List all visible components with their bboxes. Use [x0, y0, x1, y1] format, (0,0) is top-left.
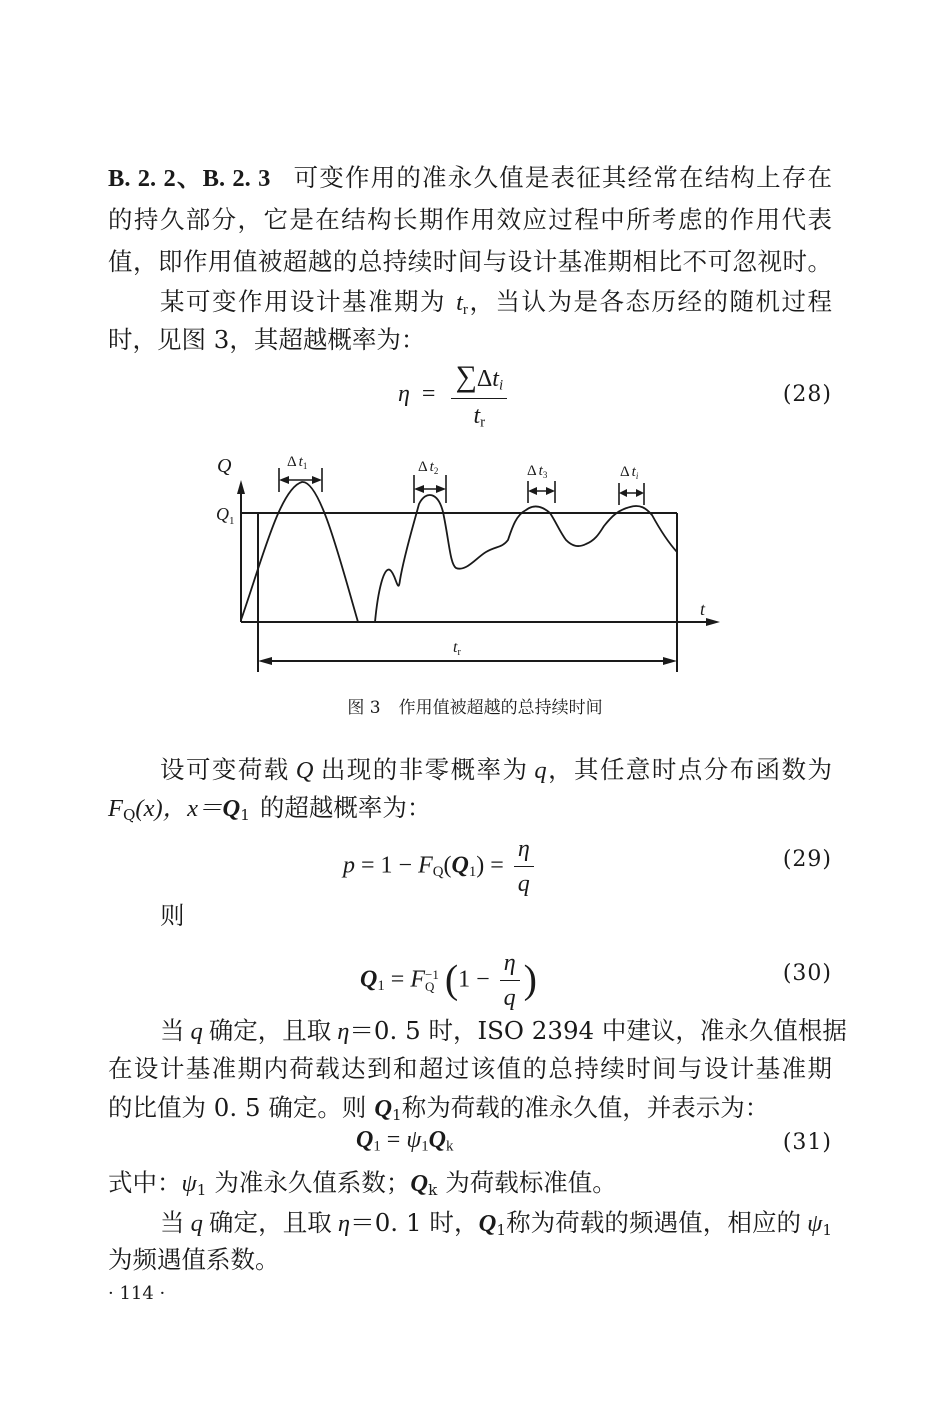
equation-31: $Q_1 = \psi_1Q_k$ [356, 1127, 454, 1155]
load-process-curve [241, 482, 677, 622]
paragraph-line: $F_Q(x)$，$x=Q_1$ 的超越概率为： [108, 793, 432, 824]
interval-label: Δ $t_2$ [418, 459, 439, 476]
interval-label: Δ $t_3$ [527, 463, 548, 480]
y-axis-label: Q [217, 455, 232, 477]
page-number: · 114 · [108, 1283, 166, 1304]
interval-brackets [279, 468, 644, 505]
paragraph-line: 为频遇值系数。 [108, 1245, 280, 1274]
equation-30: $Q_1 = F$ −1 Q (1 − $\frac{\eta}{q}$ ) [360, 950, 537, 1011]
y-axis-arrow [237, 480, 245, 494]
equation-number: (31) [782, 1130, 832, 1155]
equation-number: (29) [782, 847, 832, 872]
interval-label: Δ $t_i$ [620, 464, 639, 481]
figure-caption: 图 3 作用值被超越的总持续时间 [347, 698, 603, 718]
figure-3 [0, 440, 950, 680]
paragraph-line: 式中：$\psi_1$ 为准永久值系数；$Q_k$ 为荷载标准值。 [108, 1168, 617, 1199]
paragraph-line: 的比值为 0. 5 确定。则 $Q_1$称为荷载的准永久值，并表示为： [108, 1093, 770, 1124]
threshold-label: $Q_1$ [216, 504, 235, 527]
paragraph-line: 值，即作用值被超越的总持续时间与设计基准期相比不可忽视时。 [108, 247, 832, 276]
paragraph-line: 当 q 确定，且取 η＝0. 1 时，$Q_1$称为荷载的频遇值，相应的 $\psi_1$ [160, 1208, 833, 1239]
paragraph-line: 当 q 确定，且取 η＝0. 5 时，ISO 2394 中建议，准永久值根据 [160, 1016, 847, 1045]
paragraph-line: 则 [160, 901, 185, 930]
equation-28: η = $\frac{\text{∑Δti}}{t_r}$ [398, 360, 511, 431]
paragraph-line: 时，见图 3，其超越概率为： [108, 325, 426, 354]
paragraph-line: 某可变作用设计基准期为 $t_r$，当认为是各态历经的随机过程 [160, 287, 833, 318]
paragraph-line: 在设计基准期内荷载达到和超过该值的总持续时间与设计基准期 [108, 1054, 832, 1083]
x-axis-arrow [706, 618, 720, 626]
x-axis-label: t [700, 599, 706, 619]
span-label: tr [453, 639, 461, 658]
interval-label: Δ $t_1$ [287, 454, 308, 471]
equation-number: (28) [782, 382, 832, 407]
section-number: B. 2. 2、B. 2. 3 [108, 165, 271, 192]
paragraph-line: 的持久部分，它是在结构长期作用效应过程中所考虑的作用代表 [108, 205, 832, 234]
paragraph-line: 设可变荷载 Q 出现的非零概率为 q，其任意时点分布函数为 [160, 755, 833, 784]
paragraph-line: B. 2. 2、B. 2. 3 可变作用的准永久值是表征其经常在结构上存在 [108, 163, 833, 192]
equation-number: (30) [782, 961, 832, 986]
equation-29: $p = 1 - F_Q(Q_1)$ = $\frac{\eta}{q}$ [343, 836, 538, 898]
